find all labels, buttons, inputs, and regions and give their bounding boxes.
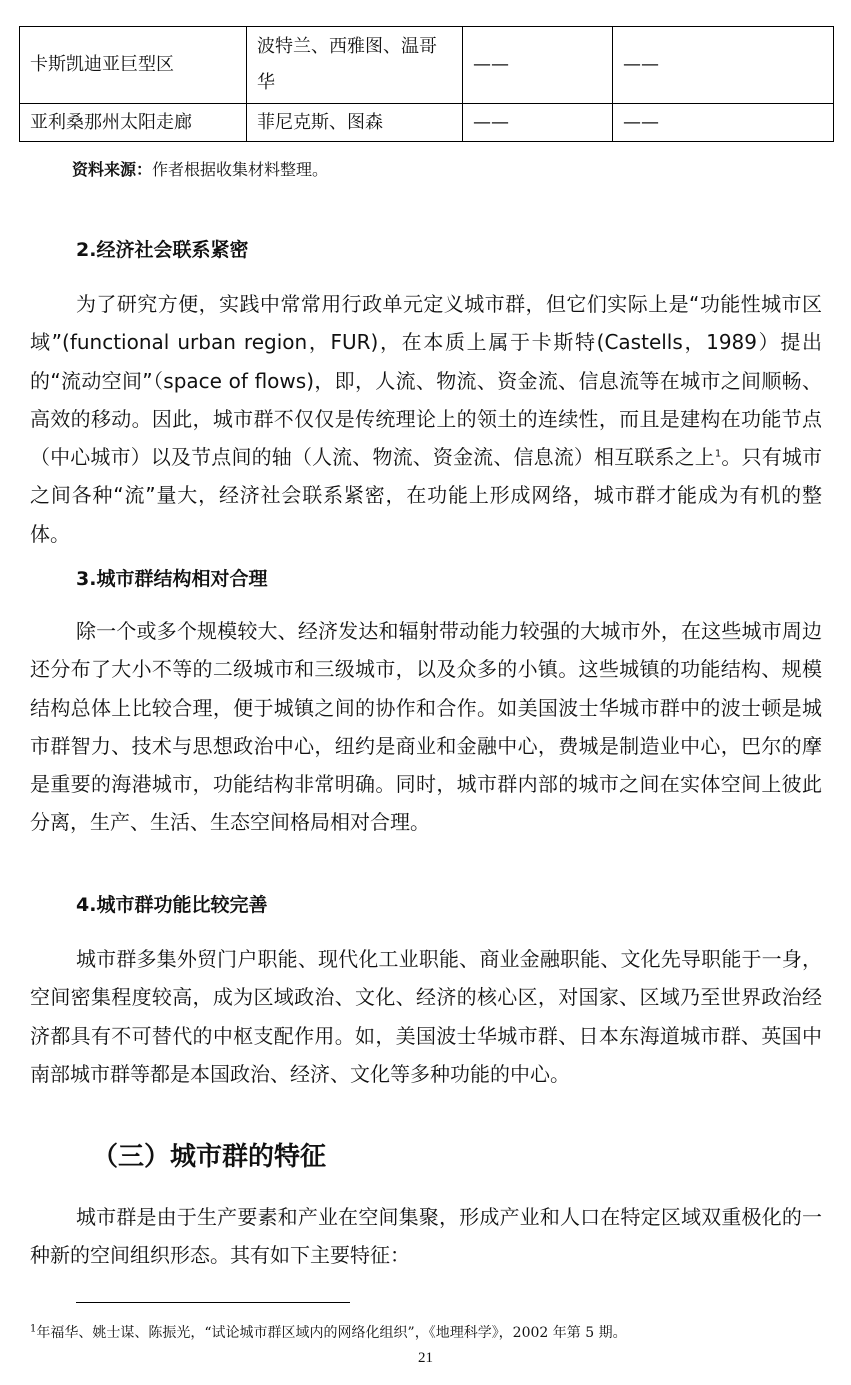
- subheading-4: 4.城市群功能比较完善: [76, 894, 268, 916]
- table-cell-cities: 波特兰、西雅图、温哥华: [247, 27, 463, 104]
- table-row: [20, 104, 834, 142]
- table-cell: ——: [613, 104, 834, 142]
- paragraph-text: 为了研究方便，实践中常常用行政单元定义城市群，但它们实际上是“功能性城市区域”(functional urban region，FUR)，在本质上属于卡斯特(Castells，1989）提出的“流动空间”（space of flows)，即，人流、物流、资金流、信息流等在城市之间顺畅、高效的移动。因此，城市群不仅仅是传统理论上的领土的连续性，而且是建构在功能节点（中心城市）以及节点间的轴（人流、物流、资金流、信息流）相互联系之上: [30, 292, 822, 470]
- table-row: [20, 27, 834, 104]
- table-cell: ——: [613, 27, 834, 104]
- footnote-divider: [76, 1302, 350, 1303]
- footnote: [30, 1322, 627, 1342]
- section-title: （三）城市群的特征: [92, 1142, 327, 1172]
- subheading-2: 2.经济社会联系紧密: [76, 239, 249, 261]
- table-cell-region: 亚利桑那州太阳走廊: [20, 104, 247, 142]
- paragraph: 城市群是由于生产要素和产业在空间集聚，形成产业和人口在特定区域双重极化的一种新的空间组织形态。其有如下主要特征：: [30, 1205, 822, 1268]
- paragraph: 除一个或多个规模较大、经济发达和辐射带动能力较强的大城市外，在这些城市周边还分布了大小不等的二级城市和三级城市，以及众多的小镇。这些城镇的功能结构、规模结构总体上比较合理，便于城镇之间的协作和合作。如美国波士华城市群中的波士顿是城市群智力、技术与思想政治中心，纽约是商业和金融中心，费城是制造业中心，巴尔的摩是重要的海港城市，功能结构非常明确。同时，城市群内部的城市之间在实体空间上彼此分离，生产、生活、生态空间格局相对合理。: [30, 619, 822, 835]
- continued-table: [19, 26, 834, 142]
- subheading-3: 3.城市群结构相对合理: [76, 568, 268, 590]
- paragraph: [30, 285, 822, 553]
- table-cell-region: 卡斯凯迪亚巨型区: [20, 27, 247, 104]
- source-text: 作者根据收集材料整理。: [152, 160, 329, 179]
- paragraph: 城市群多集外贸门户职能、现代化工业职能、商业金融职能、文化先导职能于一身，空间密集程度较高，成为区域政治、文化、经济的核心区，对国家、区域乃至世界政治经济都具有不可替代的中枢支配作用。如，美国波士华城市群、日本东海道城市群、英国中南部城市群等都是本国政治、经济、文化等多种功能的中心。: [30, 947, 822, 1086]
- source-label: 资料来源：: [72, 160, 153, 179]
- footnote-ref[interactable]: 1: [714, 448, 722, 460]
- footnote-text: 年福华、姚士谋、陈振光，“试论城市群区域内的网络化组织”，《地理科学》，2002 年第 5 期。: [36, 1325, 627, 1341]
- table-cell-cities: 菲尼克斯、图森: [247, 104, 463, 142]
- page-number: 21: [418, 1350, 433, 1366]
- table-cell: ——: [463, 27, 613, 104]
- footnote-mark: 1: [30, 1323, 37, 1335]
- paragraph-text: 。只有城市之间各种“流”量大，经济社会联系紧密，在功能上形成网络，城市群才能成为有机的整体。: [30, 445, 823, 546]
- table-source-note: [72, 157, 328, 180]
- table-cell: ——: [463, 104, 613, 142]
